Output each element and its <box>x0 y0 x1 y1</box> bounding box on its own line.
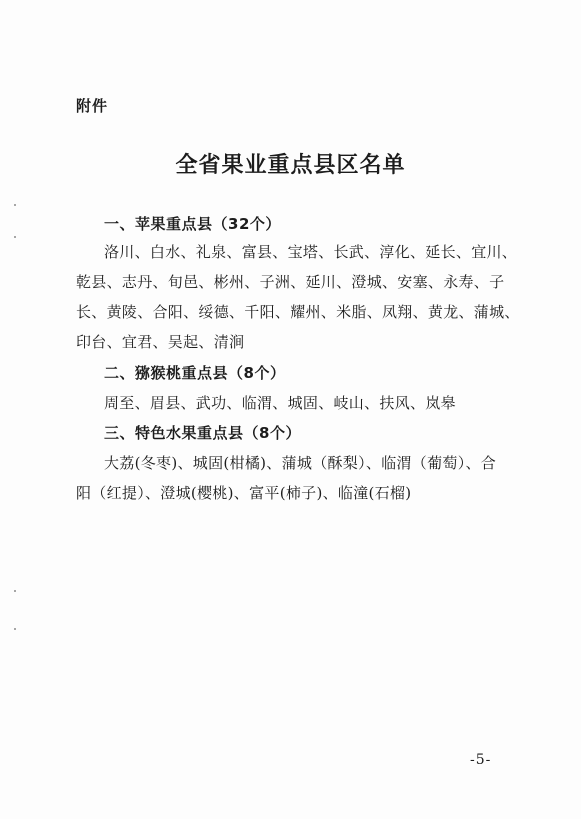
document-title: 全省果业重点县区名单 <box>175 153 406 178</box>
scan-mark <box>14 628 16 630</box>
apple-counties-line: 印台、宜君、吴起、清涧 <box>76 333 245 351</box>
page-number: -5- <box>470 752 492 768</box>
scan-mark <box>14 236 16 238</box>
section-heading-kiwi: 二、猕猴桃重点县（8个） <box>104 364 286 382</box>
scan-mark <box>14 204 16 206</box>
section-heading-apple: 一、苹果重点县（32个） <box>104 215 281 233</box>
apple-counties-line: 长、黄陵、合阳、绥德、千阳、耀州、米脂、凤翔、黄龙、蒲城、 <box>76 303 520 321</box>
apple-counties-line: 洛川、白水、礼泉、富县、宝塔、长武、淳化、延长、宜川、 <box>104 243 518 261</box>
kiwi-counties-line: 周至、眉县、武功、临渭、城固、岐山、扶风、岚皋 <box>104 394 456 412</box>
apple-counties-line: 乾县、志丹、旬邑、彬州、子洲、延川、澄城、安塞、永寿、子 <box>76 273 505 291</box>
section-heading-specialty-fruit: 三、特色水果重点县（8个） <box>104 424 301 442</box>
specialty-fruit-counties-line: 阳（红提）、澄城(樱桃)、富平(柿子)、临潼(石榴) <box>76 484 412 502</box>
specialty-fruit-counties-line: 大荔(冬枣)、城固(柑橘)、蒲城（酥梨）、临渭（葡萄）、合 <box>104 454 497 472</box>
attachment-label: 附件 <box>76 97 109 115</box>
scan-mark <box>14 590 16 592</box>
